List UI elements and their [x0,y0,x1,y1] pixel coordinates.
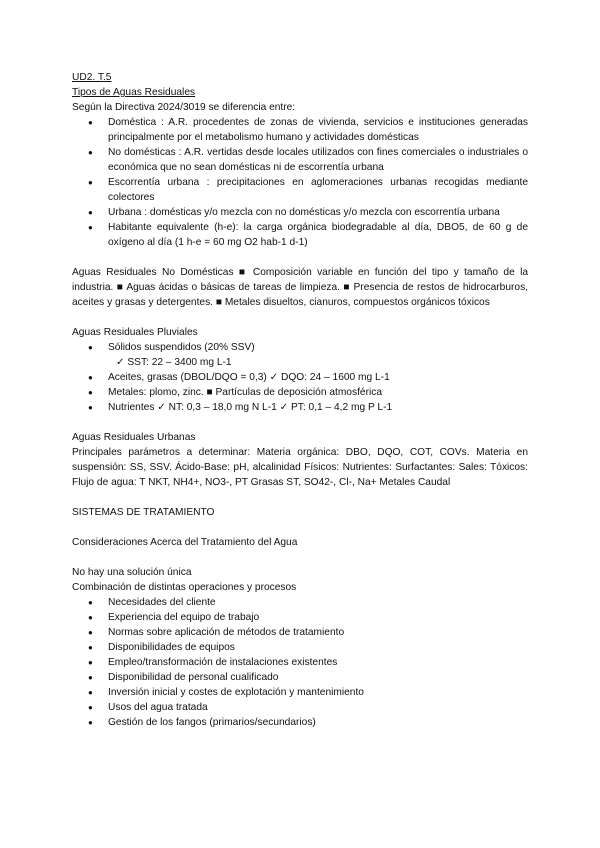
list-item: ● Inversión inicial y costes de explotación y mantenimiento [72,685,528,700]
list-item [72,340,528,370]
list-item: ● Empleo/transformación de instalaciones existentes [72,655,528,670]
list-item: ● Necesidades del cliente [72,595,528,610]
list-item: ● Nutrientes ✓ NT: 0,3 – 18,0 mg N L-1 ✓ PT: 0,1 – 4,2 mg P L-1 [72,400,528,415]
list-item: ● No domésticas : A.R. vertidas desde locales utilizados con fines comerciales o industriales o económica que no sean domésticas ni de escorrentía urbana [72,145,528,175]
list-item: ● Experiencia del equipo de trabajo [72,610,528,625]
list-item: ● Disponibilidad de personal cualificado [72,670,528,685]
pluviales-title: Aguas Residuales Pluviales [72,327,198,338]
consideraciones-heading: Consideraciones Acerca del Tratamiento del Agua [72,537,298,548]
factores-list [72,595,528,730]
document-page [72,70,528,730]
list-item: ● Aceites, grasas (DBOL/DQO = 0,3) ✓ DQO: 24 – 1600 mg L-1 [72,370,528,385]
combinacion-text: Combinación de distintas operaciones y procesos [72,582,297,593]
types-list [72,115,528,250]
unit-heading: UD2. T.5 [72,72,112,83]
pluviales-item-text: Sólidos suspendidos (20% SSV) [108,342,255,353]
list-item: ● Escorrentía urbana : precipitaciones en aglomeraciones urbanas recogidas mediante colectores [72,175,528,205]
spacer [72,415,528,430]
urbanas-paragraph: Principales parámetros a determinar: Materia orgánica: DBO, DQO, COT, COVs. Materia en suspensión: SS, SSV. Ácido-Base: pH, alcalinidad Físicos: Nutrientes: Surfactantes: Sales: Tóxicos: Flujo de agua: T NKT, NH4+, NO3-, PT Grasas ST, SO42-, Cl-, Na+ Metales Caudal [72,447,528,488]
urbanas-title: Aguas Residuales Urbanas [72,432,196,443]
list-item: ● Metales: plomo, zinc. ■ Partículas de deposición atmosférica [72,385,528,400]
intro-text: Según la Directiva 2024/3019 se diferencia entre: [72,102,296,113]
spacer [72,310,528,325]
no-solucion-text: No hay una solución única [72,567,192,578]
spacer [72,250,528,265]
spacer [72,520,528,535]
list-item: ● Normas sobre aplicación de métodos de tratamiento [72,625,528,640]
sistemas-heading: SISTEMAS DE TRATAMIENTO [72,507,215,518]
topic-heading: Tipos de Aguas Residuales [72,87,196,98]
list-item: ● Habitante equivalente (h-e): la carga orgánica biodegradable al día, DBO5, de 60 g de oxígeno al día (1 h-e = 60 mg O2 hab-1 d-1) [72,220,528,250]
list-item: ● Gestión de los fangos (primarios/secundarios) [72,715,528,730]
spacer [72,550,528,565]
list-item: ● Doméstica : A.R. procedentes de zonas de vivienda, servicios e instituciones generadas principalmente por el metabolismo humano y actividades domésticas [72,115,528,145]
list-item: ● Usos del agua tratada [72,700,528,715]
spacer [72,490,528,505]
list-item: ● Urbana : domésticas y/o mezcla con no domésticas y/o mezcla con escorrentía urbana [72,205,528,220]
list-item: ● Disponibilidades de equipos [72,640,528,655]
pluviales-subitem: ✓ SST: 22 – 3400 mg L-1 [116,357,232,368]
pluviales-list [72,340,528,415]
no-domesticas-paragraph: Aguas Residuales No Domésticas ■ Composición variable en función del tipo y tamaño de la industria. ■ Aguas ácidas o básicas de tareas de limpieza. ■ Presencia de restos de hidrocarburos, aceites y grasas y detergentes. ■ Metales disueltos, cianuros, compuestos orgánicos tóxicos [72,267,528,308]
